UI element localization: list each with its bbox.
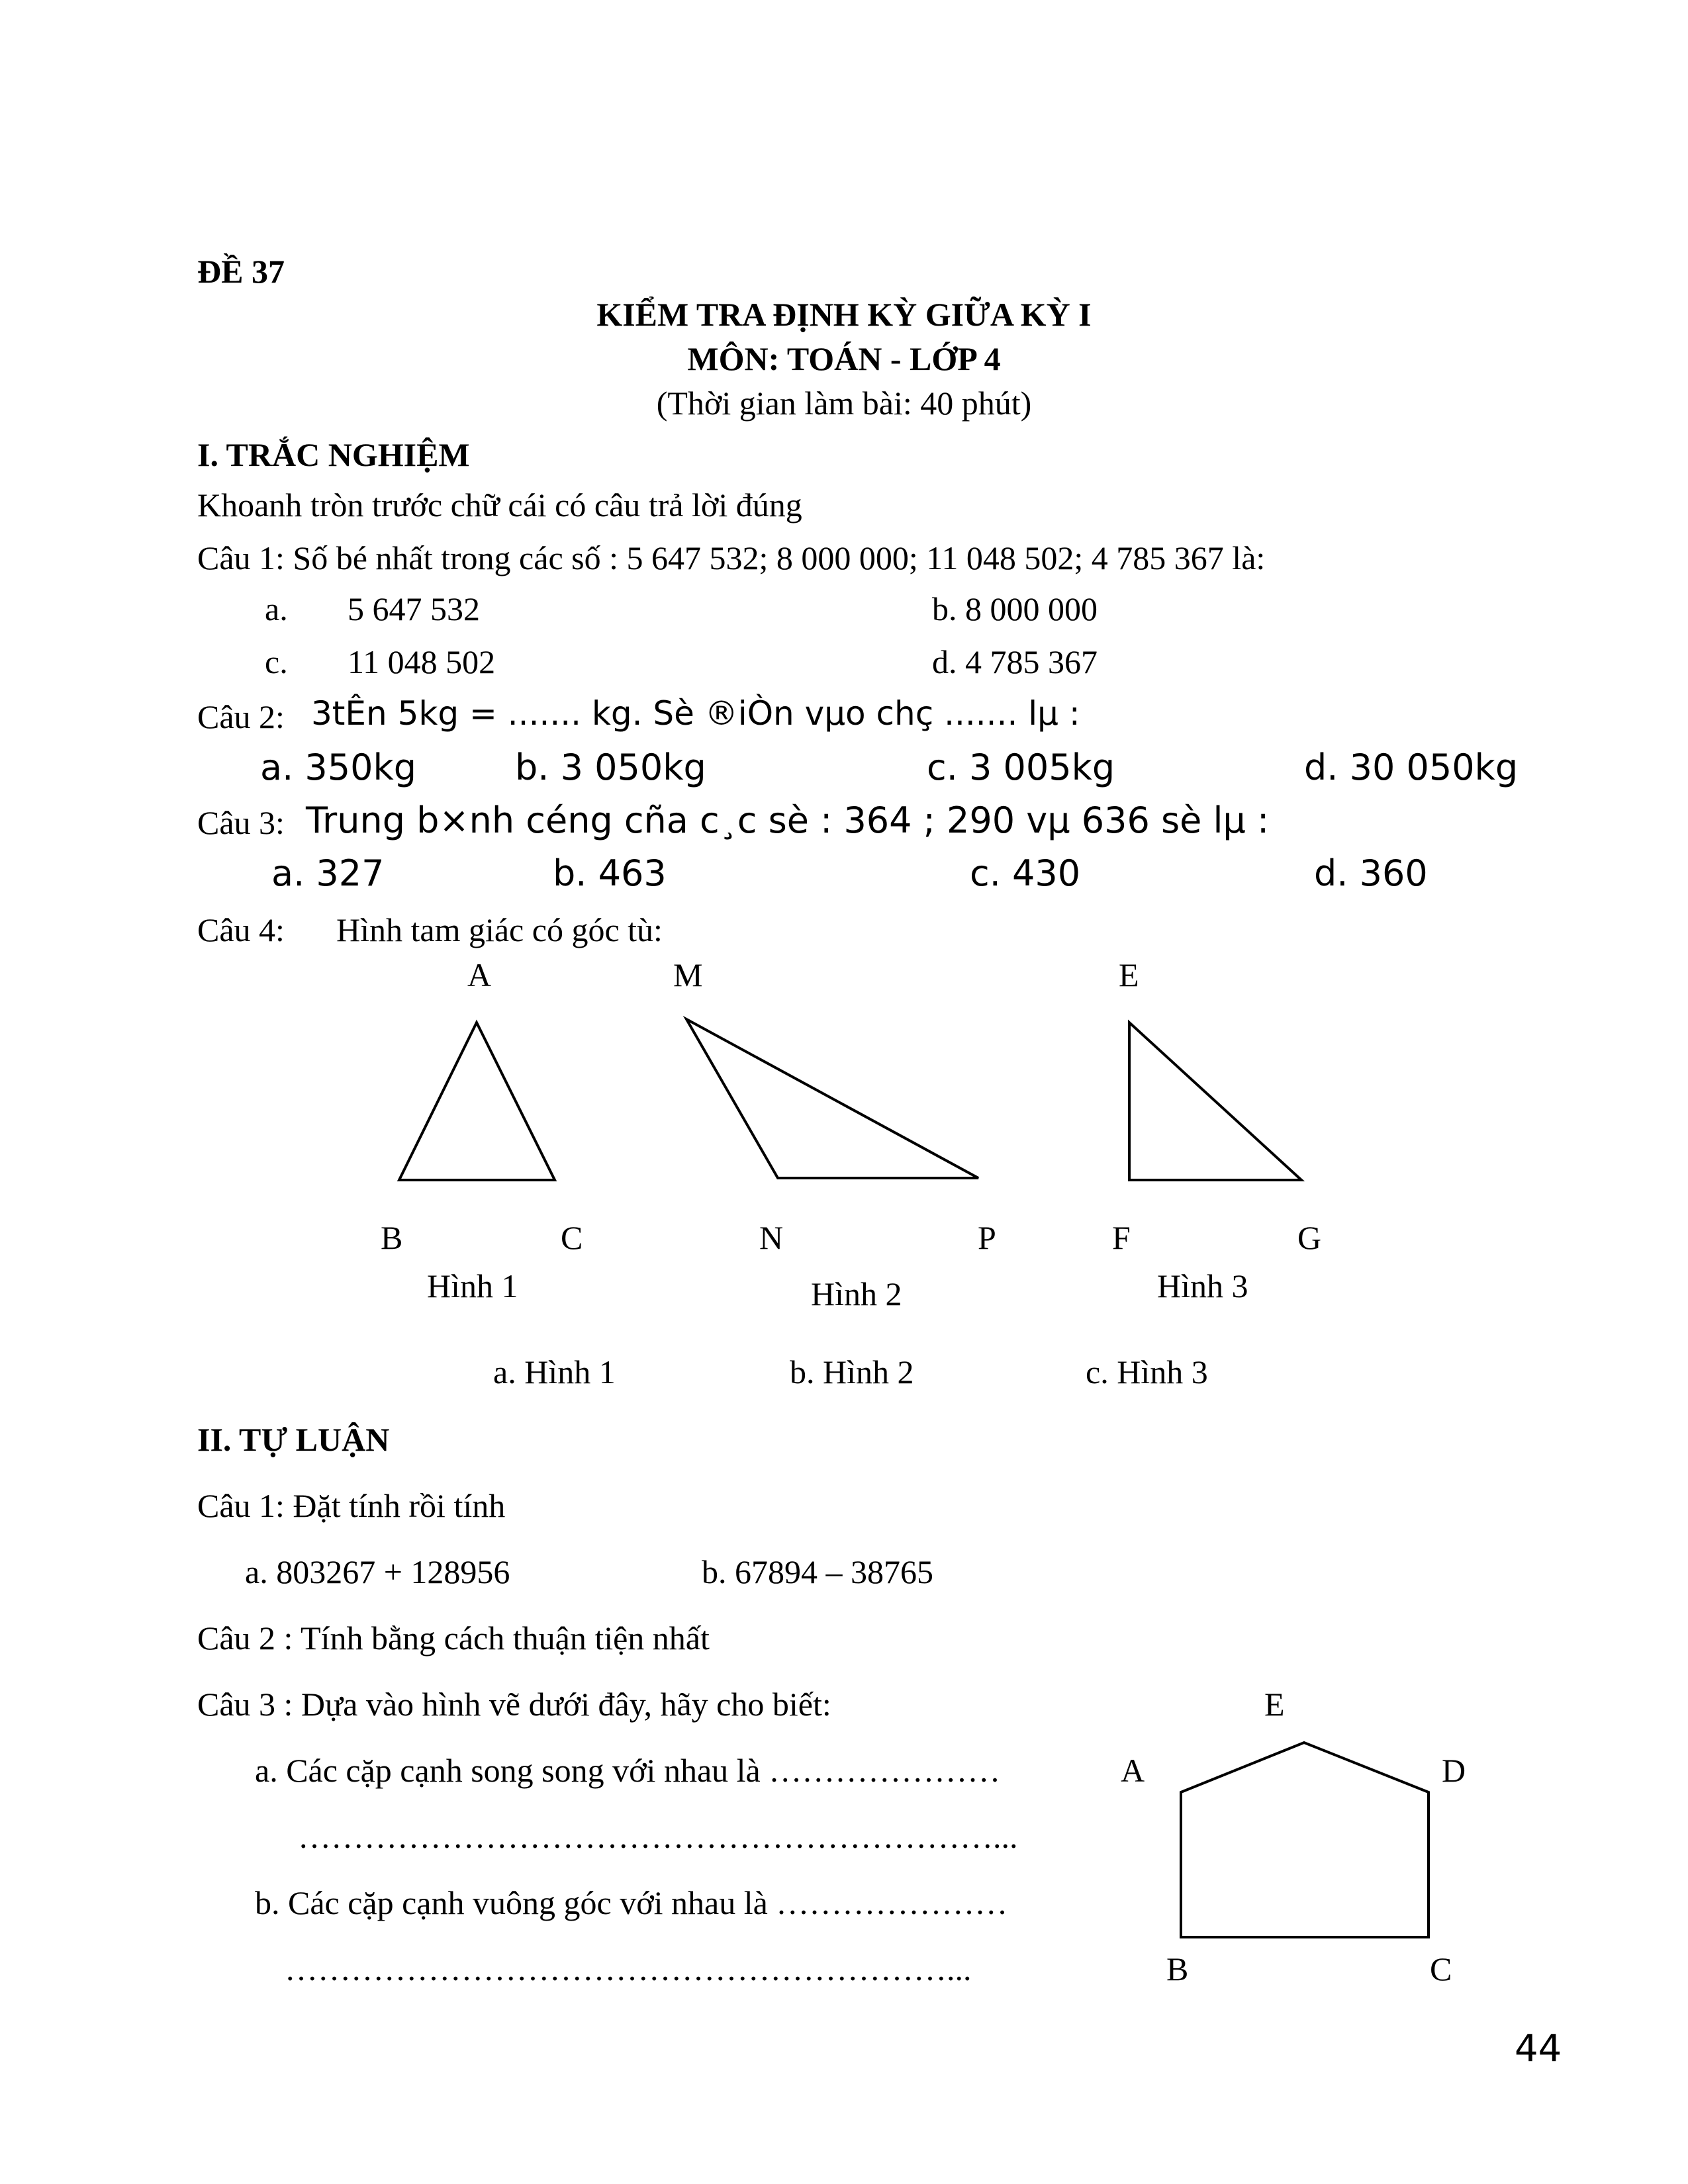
p2-q2-text: Câu 2 : Tính bằng cách thuận tiện nhất [197,1619,710,1657]
q3-option-a: a. 327 [271,852,385,894]
fig3-vertex-top: E [1119,956,1139,993]
fig3-caption: Hình 3 [1157,1267,1248,1304]
q1-option-a-value: 5 647 532 [348,590,480,627]
fig1-vertex-right: C [561,1219,583,1256]
fig1-vertex-left: B [381,1219,403,1256]
triangle-abc [399,1023,555,1180]
exam-title: KIỂM TRA ĐỊNH KỲ GIỮA KỲ I [596,296,1092,333]
q4-option-a: a. Hình 1 [493,1353,616,1390]
page-number: 44 [1515,2027,1562,2070]
q4-option-c: c. Hình 3 [1086,1353,1208,1390]
pentagon-vertex-a: A [1121,1752,1145,1789]
q2-option-b: b. 3 050kg [515,747,706,788]
q4-option-b: b. Hình 2 [790,1353,914,1390]
q3-label: Câu 3: [197,804,285,841]
q1-option-c-value: 11 048 502 [348,643,496,680]
q3-option-d: d. 360 [1314,852,1428,894]
exam-time: (Thời gian làm bài: 40 phút) [656,385,1032,422]
exam-number: ĐỀ 37 [197,253,285,290]
triangle-mnp [686,1019,978,1178]
part1-heading: I. TRẮC NGHIỆM [197,436,470,473]
p2-q3-b-continued: ……………………………………………………... [285,1950,972,1987]
q2-option-a: a. 350kg [260,747,417,788]
q1-option-d: d. 4 785 367 [932,643,1098,680]
pentagon-vertex-b: B [1166,1950,1189,1987]
pentagon-vertex-c: C [1430,1950,1452,1987]
p2-q3-a-continued: ………………………………………………………... [298,1818,1018,1855]
p2-q3-b: b. Các cặp cạnh vuông góc với nhau là ………………… [255,1884,1008,1921]
q4-label: Câu 4: [197,911,285,948]
p2-q1-b: b. 67894 – 38765 [702,1553,933,1590]
q1-option-b: b. 8 000 000 [932,590,1098,627]
q1-option-a-label: a. [265,590,288,627]
q1-text: Câu 1: Số bé nhất trong các số : 5 647 532; 8 000 000; 11 048 502; 4 785 367 là: [197,539,1266,576]
fig3-vertex-right: G [1297,1219,1322,1256]
fig1-caption: Hình 1 [427,1267,518,1304]
pentagon-vertex-e: E [1264,1686,1285,1723]
q3-option-b: b. 463 [553,852,667,894]
p2-q3-a: a. Các cặp cạnh song song với nhau là ………………… [255,1752,1001,1789]
fig3-vertex-left: F [1112,1219,1131,1256]
fig1-vertex-top: A [467,956,492,993]
fig2-vertex-left: N [759,1219,784,1256]
pentagon-vertex-d: D [1442,1752,1466,1789]
exam-subject: MÔN: TOÁN - LỚP 4 [687,340,1001,377]
fig2-vertex-right: P [978,1219,996,1256]
part2-heading: II. TỰ LUẬN [197,1421,390,1458]
q1-option-c-label: c. [265,643,288,680]
q2-option-d: d. 30 050kg [1304,747,1519,788]
p2-q1-text: Câu 1: Đặt tính rồi tính [197,1487,506,1524]
q3-text: Trung b×nh céng cña c¸c sè : 364 ; 290 vµ 636 sè lµ : [306,799,1270,841]
q2-option-c: c. 3 005kg [927,747,1115,788]
p2-q1-a: a. 803267 + 128956 [245,1553,510,1590]
pentagon-abcde [1181,1743,1429,1937]
fig2-vertex-top: M [673,956,703,993]
fig2-caption: Hình 2 [811,1275,902,1312]
part1-instruction: Khoanh tròn trước chữ cái có câu trả lời đúng [197,486,802,523]
q4-text: Hình tam giác có góc tù: [336,911,663,948]
p2-q3-text: Câu 3 : Dựa vào hình vẽ dưới đây, hãy cho biết: [197,1686,831,1723]
q2-text: 3tÊn 5kg = ....... kg. Sè ®iÒn vµo chç ....... lµ : [311,694,1080,733]
q3-option-c: c. 430 [970,852,1081,894]
q2-label: Câu 2: [197,698,285,735]
triangle-efg [1129,1023,1301,1180]
